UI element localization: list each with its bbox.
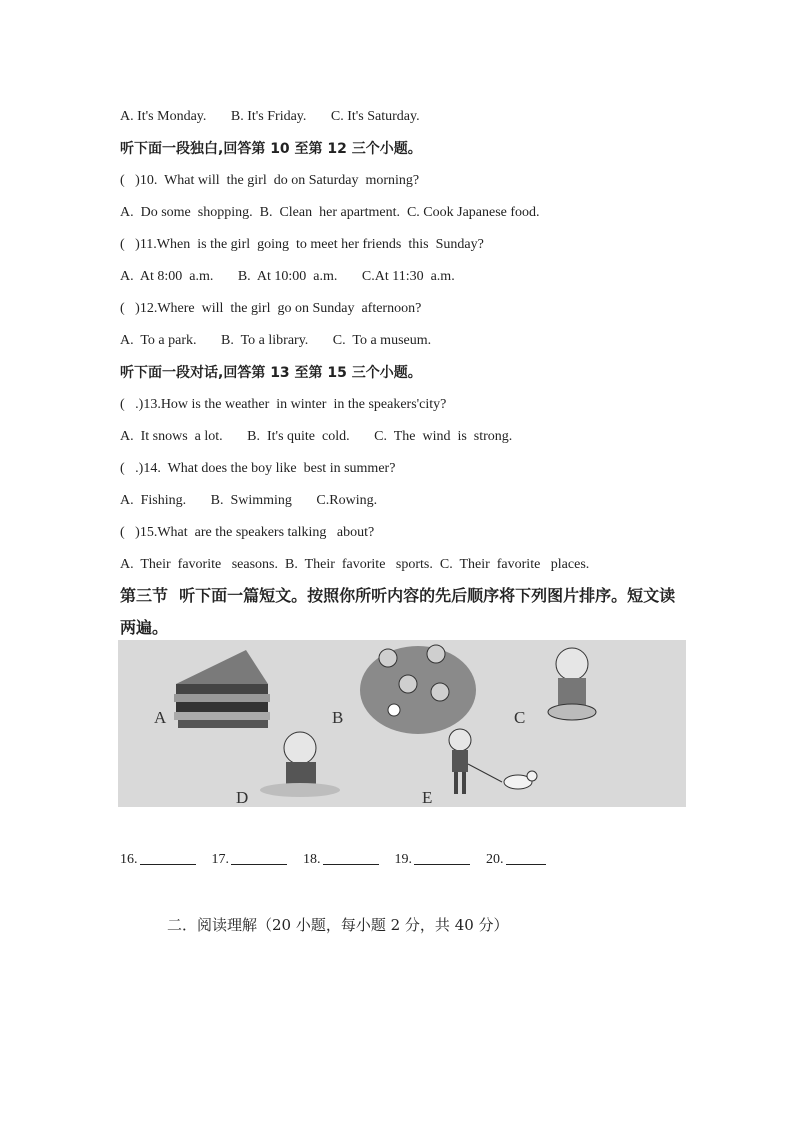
question-11-options: A. At 8:00 a.m. B. At 10:00 a.m. C.At 11:30 a.m. bbox=[120, 269, 455, 284]
picture-label-a: A bbox=[154, 708, 167, 727]
question-13-options: A. It snows a lot. B. It's quite cold. C. The wind is strong. bbox=[120, 429, 513, 444]
answer-18[interactable]: 18. bbox=[303, 850, 379, 868]
boy-walking-dog-illustration bbox=[449, 729, 537, 794]
question-15-options: A. Their favorite seasons. B. Their favorite sports. C. Their favorite places. bbox=[120, 557, 590, 572]
answer-20[interactable]: 20. bbox=[486, 850, 546, 868]
question-10-options: A. Do some shopping. B. Clean her apartment. C. Cook Japanese food. bbox=[120, 205, 540, 220]
picture-label-d: D bbox=[236, 788, 249, 807]
question-15: ( )15.What are the speakers talking about? bbox=[120, 525, 375, 540]
answer-blanks bbox=[120, 850, 546, 868]
question-12-options: A. To a park. B. To a library. C. To a museum. bbox=[120, 333, 432, 348]
section-3-heading: 第三节 听下面一篇短文。按照你所听内容的先后顺序将下列图片排序。短文读 bbox=[120, 586, 676, 605]
answer-19[interactable]: 19. bbox=[395, 850, 471, 868]
picture-label-e: E bbox=[422, 788, 433, 807]
boy-cleaning-illustration bbox=[260, 732, 340, 797]
question-14-options: A. Fishing. B. Swimming C.Rowing. bbox=[120, 493, 378, 508]
children-playing-illustration bbox=[360, 645, 476, 734]
part-2-title: 二．阅读理解（20 小题，每小题 2 分，共 40 分） bbox=[167, 916, 509, 934]
sandwich-illustration bbox=[174, 650, 270, 728]
picture-label-b: B bbox=[332, 708, 344, 727]
section-heading-dialogue: 听下面一段对话,回答第 13 至第 15 三个小题。 bbox=[120, 365, 422, 381]
question-11: ( )11.When is the girl going to meet her friends this Sunday? bbox=[120, 237, 484, 252]
section-3-heading-cont: 两遍。 bbox=[120, 618, 169, 637]
question-13: ( .)13.How is the weather in winter in the speakers'city? bbox=[120, 397, 447, 412]
question-12: ( )12.Where will the girl go on Sunday afternoon? bbox=[120, 301, 422, 316]
question-10: ( )10. What will the girl do on Saturday morning? bbox=[120, 173, 420, 188]
picture-panel bbox=[118, 640, 686, 807]
section-heading-monologue: 听下面一段独白,回答第 10 至第 12 三个小题。 bbox=[120, 141, 422, 157]
line-q9-options: A. It's Monday. B. It's Friday. C. It's Saturday. bbox=[120, 109, 420, 124]
picture-label-c: C bbox=[514, 708, 526, 727]
answer-16[interactable]: 16. bbox=[120, 850, 196, 868]
answer-17[interactable]: 17. bbox=[212, 850, 288, 868]
question-14: ( .)14. What does the boy like best in summer? bbox=[120, 461, 396, 476]
boy-washing-illustration bbox=[548, 648, 596, 720]
